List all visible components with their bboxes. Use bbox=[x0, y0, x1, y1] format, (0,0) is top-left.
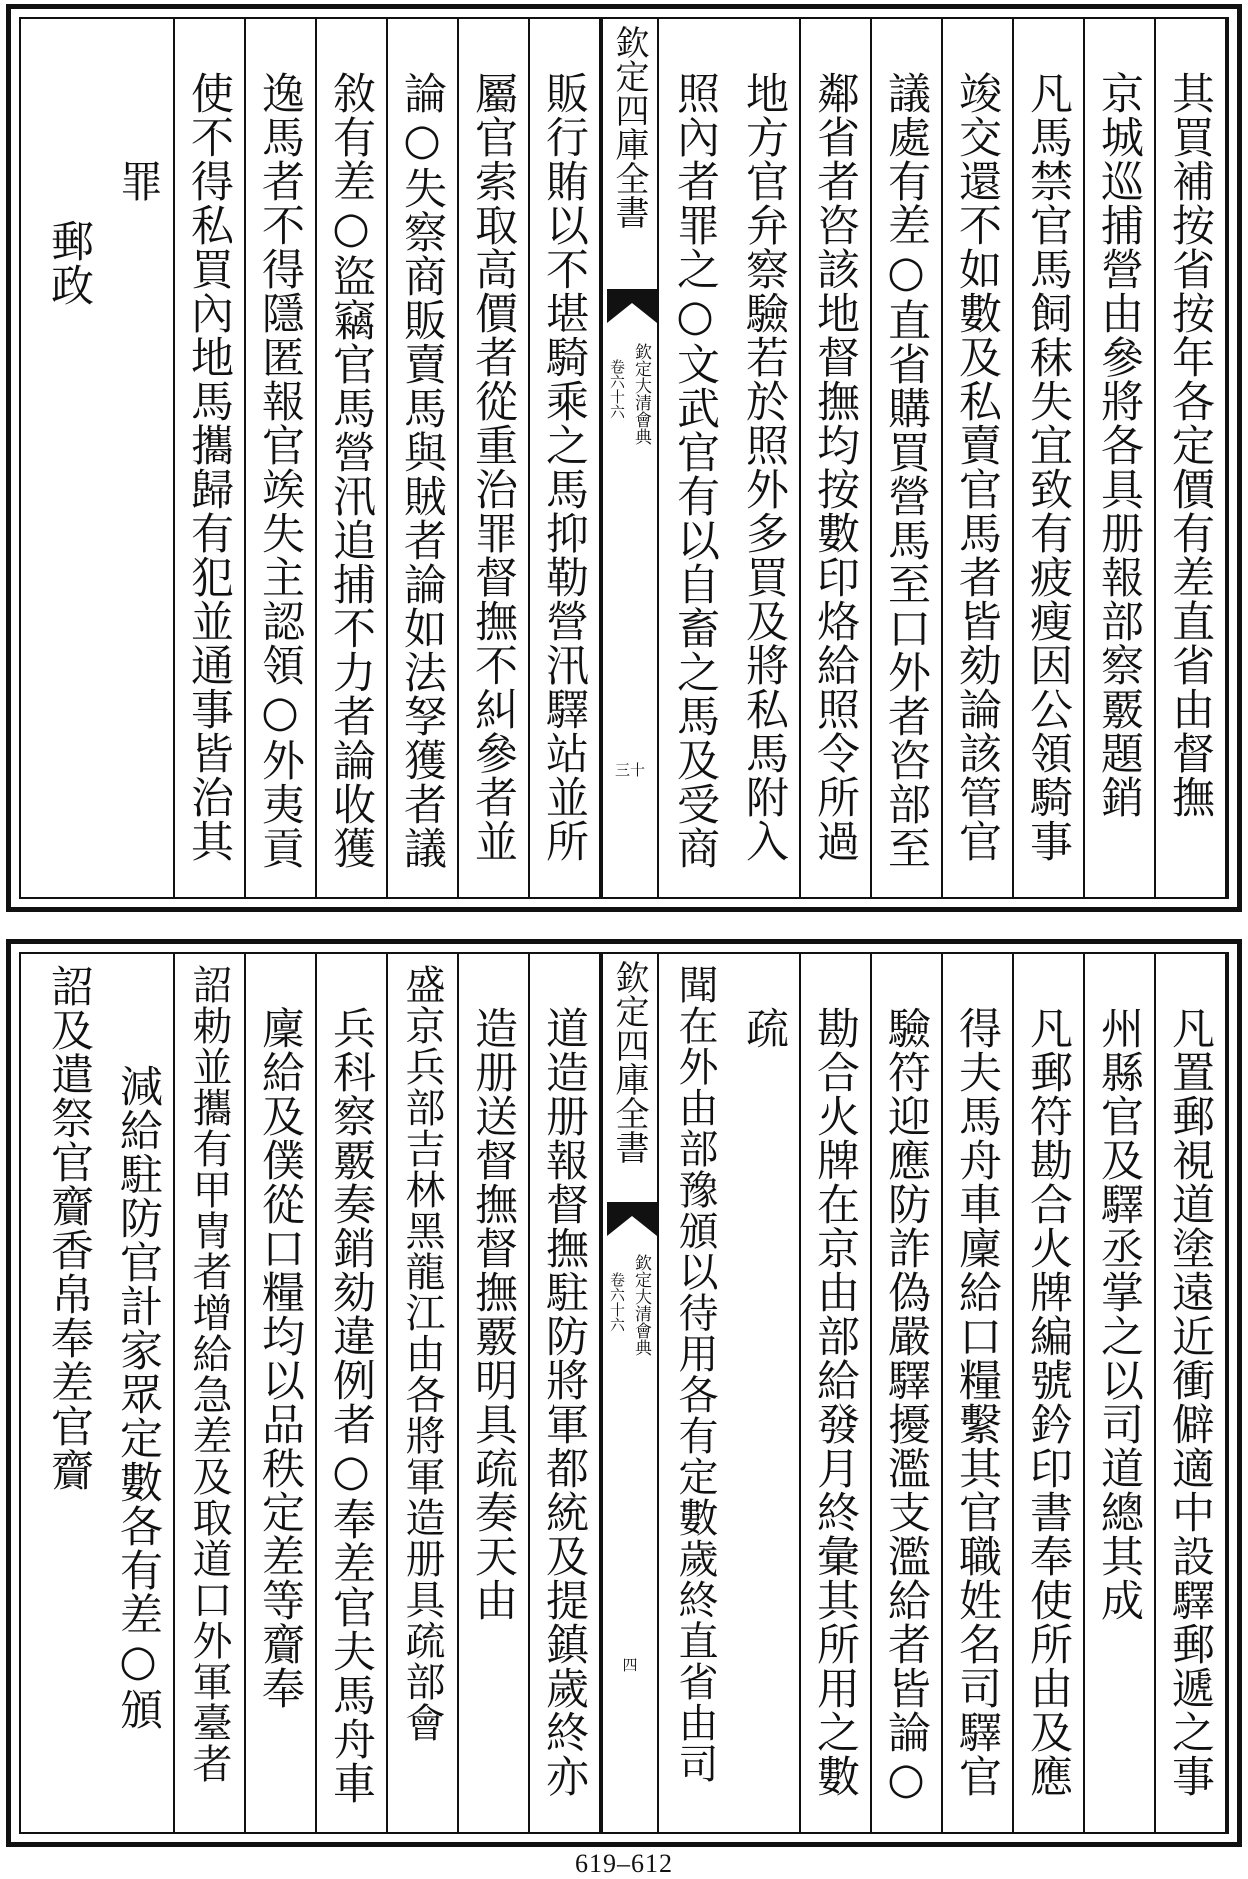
text-column bbox=[872, 954, 943, 1832]
column-text: 凡郵符勘合火牌編號鈐印書奉使所由及應 bbox=[1023, 1006, 1073, 1798]
column-text: 聞在外由部豫頒以待用各有定數歲終直省由司 bbox=[672, 964, 718, 1784]
text-column bbox=[943, 19, 1014, 897]
volume-label: 卷六十六 bbox=[608, 359, 626, 419]
text-column bbox=[530, 19, 601, 897]
text-column bbox=[801, 954, 872, 1832]
folio-number: 三十 bbox=[614, 761, 645, 779]
text-column bbox=[22, 954, 104, 1832]
text-column bbox=[1014, 954, 1085, 1832]
column-text: 鄰省者咨該地督撫均按數印烙給照令所過 bbox=[810, 71, 860, 863]
text-column bbox=[317, 19, 388, 897]
column-text: 造册送督撫督撫覈明具疏奏天由 bbox=[468, 1006, 518, 1622]
column-text: 販行賄以不堪騎乘之馬抑勒營汛驛站並所 bbox=[539, 71, 589, 863]
column-text: 逸馬者不得隱匿報官竢失主認領○外夷貢 bbox=[255, 71, 305, 870]
fish-tail-icon bbox=[607, 289, 657, 323]
text-column bbox=[659, 19, 730, 897]
book-subtitle: 欽定大清會典 bbox=[631, 343, 651, 445]
column-text: 凡置郵視道塗遠近衝僻適中設驛郵遞之事 bbox=[1165, 1006, 1215, 1798]
text-column bbox=[22, 19, 104, 897]
text-column bbox=[459, 954, 530, 1832]
column-text: 照內者罪之○文武官有以自畜之馬及受商 bbox=[670, 71, 720, 870]
column-text: 論○失察商販賣馬與賊者論如法孥獲者議 bbox=[397, 71, 447, 870]
text-column bbox=[175, 954, 246, 1832]
text-column bbox=[459, 19, 530, 897]
column-text: 敘有差○盜竊官馬營汛追捕不力者論收獲 bbox=[326, 71, 376, 870]
text-column bbox=[730, 19, 801, 897]
text-column bbox=[246, 19, 317, 897]
column-text: 屬官索取高價者從重治罪督撫不糾參者並 bbox=[468, 71, 518, 863]
column-text: 詔及遣祭官齎香帛奉差官齎 bbox=[44, 964, 94, 1492]
page-bottom bbox=[6, 939, 1242, 1847]
column-text: 罪 bbox=[113, 159, 163, 203]
text-column bbox=[1085, 954, 1156, 1832]
column-text: 地方官弁察驗若於照外多買及將私馬附入 bbox=[739, 71, 789, 863]
text-column bbox=[246, 954, 317, 1832]
column-text: 得夫馬舟車廩給口糧繫其官職姓名司驛官 bbox=[952, 1006, 1002, 1798]
text-column bbox=[175, 19, 246, 897]
column-text: 疏 bbox=[739, 1006, 789, 1050]
column-text: 使不得私買內地馬攜歸有犯並通事皆治其 bbox=[184, 71, 234, 863]
column-text: 竣交還不如數及私賣官馬者皆劾論該管官 bbox=[952, 71, 1002, 863]
column-text: 兵科察覈奏銷劾違例者○奉差官夫馬舟車 bbox=[326, 1006, 376, 1805]
column-text: 詔勅並攜有甲冑者增給急差及取道口外軍臺者 bbox=[186, 964, 232, 1784]
column-text: 其買補按省按年各定價有差直省由督撫 bbox=[1165, 71, 1215, 819]
text-column bbox=[1085, 19, 1156, 897]
text-column bbox=[730, 954, 801, 1832]
text-column bbox=[104, 954, 175, 1832]
column-text: 減給駐防官計家眾定數各有差○頒 bbox=[113, 1064, 163, 1731]
folio-number: 四 bbox=[622, 1656, 638, 1674]
text-column bbox=[943, 954, 1014, 1832]
banner-title: 欽定四庫全書 bbox=[609, 960, 649, 1164]
center-fold bbox=[601, 954, 659, 1832]
column-text: 議處有差○直省購買營馬至口外者咨部至 bbox=[881, 71, 931, 870]
volume-label: 卷六十六 bbox=[608, 1272, 626, 1332]
text-column bbox=[1156, 19, 1227, 897]
text-column bbox=[801, 19, 872, 897]
fish-tail-icon bbox=[607, 1202, 657, 1236]
section-heading: 郵政 bbox=[44, 219, 94, 307]
center-fold bbox=[601, 19, 659, 897]
page-frame bbox=[19, 952, 1229, 1834]
page-frame bbox=[19, 17, 1229, 899]
column-text: 驗符迎應防詐偽嚴驛擾濫支濫給者皆論○ bbox=[881, 1006, 931, 1805]
page-top bbox=[6, 4, 1242, 912]
book-subtitle: 欽定大清會典 bbox=[631, 1254, 651, 1356]
text-column bbox=[104, 19, 175, 897]
column-text: 京城巡捕營由參將各具册報部察覈題銷 bbox=[1094, 71, 1144, 819]
text-column bbox=[659, 954, 730, 1832]
text-column bbox=[1014, 19, 1085, 897]
column-text: 凡馬禁官馬飼秣失宜致有疲瘦因公領騎事 bbox=[1023, 71, 1073, 863]
text-column bbox=[872, 19, 943, 897]
banner-title: 欽定四庫全書 bbox=[609, 25, 649, 229]
column-text: 勘合火牌在京由部給發月終彙其所用之數 bbox=[810, 1006, 860, 1798]
text-column bbox=[388, 19, 459, 897]
text-column bbox=[388, 954, 459, 1832]
text-column bbox=[1156, 954, 1227, 1832]
catalog-number: 619–612 bbox=[575, 1849, 673, 1878]
text-column bbox=[317, 954, 388, 1832]
column-text: 廩給及僕從口糧均以品秩定差等齎奉 bbox=[255, 1006, 305, 1710]
text-column bbox=[530, 954, 601, 1832]
column-text: 州縣官及驛丞掌之以司道總其成 bbox=[1094, 1006, 1144, 1622]
column-text: 道造册報督撫駐防將軍都統及提鎮歲終亦 bbox=[539, 1006, 589, 1798]
column-text: 盛京兵部吉林黑龍江由各將軍造册具疏部會 bbox=[399, 964, 445, 1743]
